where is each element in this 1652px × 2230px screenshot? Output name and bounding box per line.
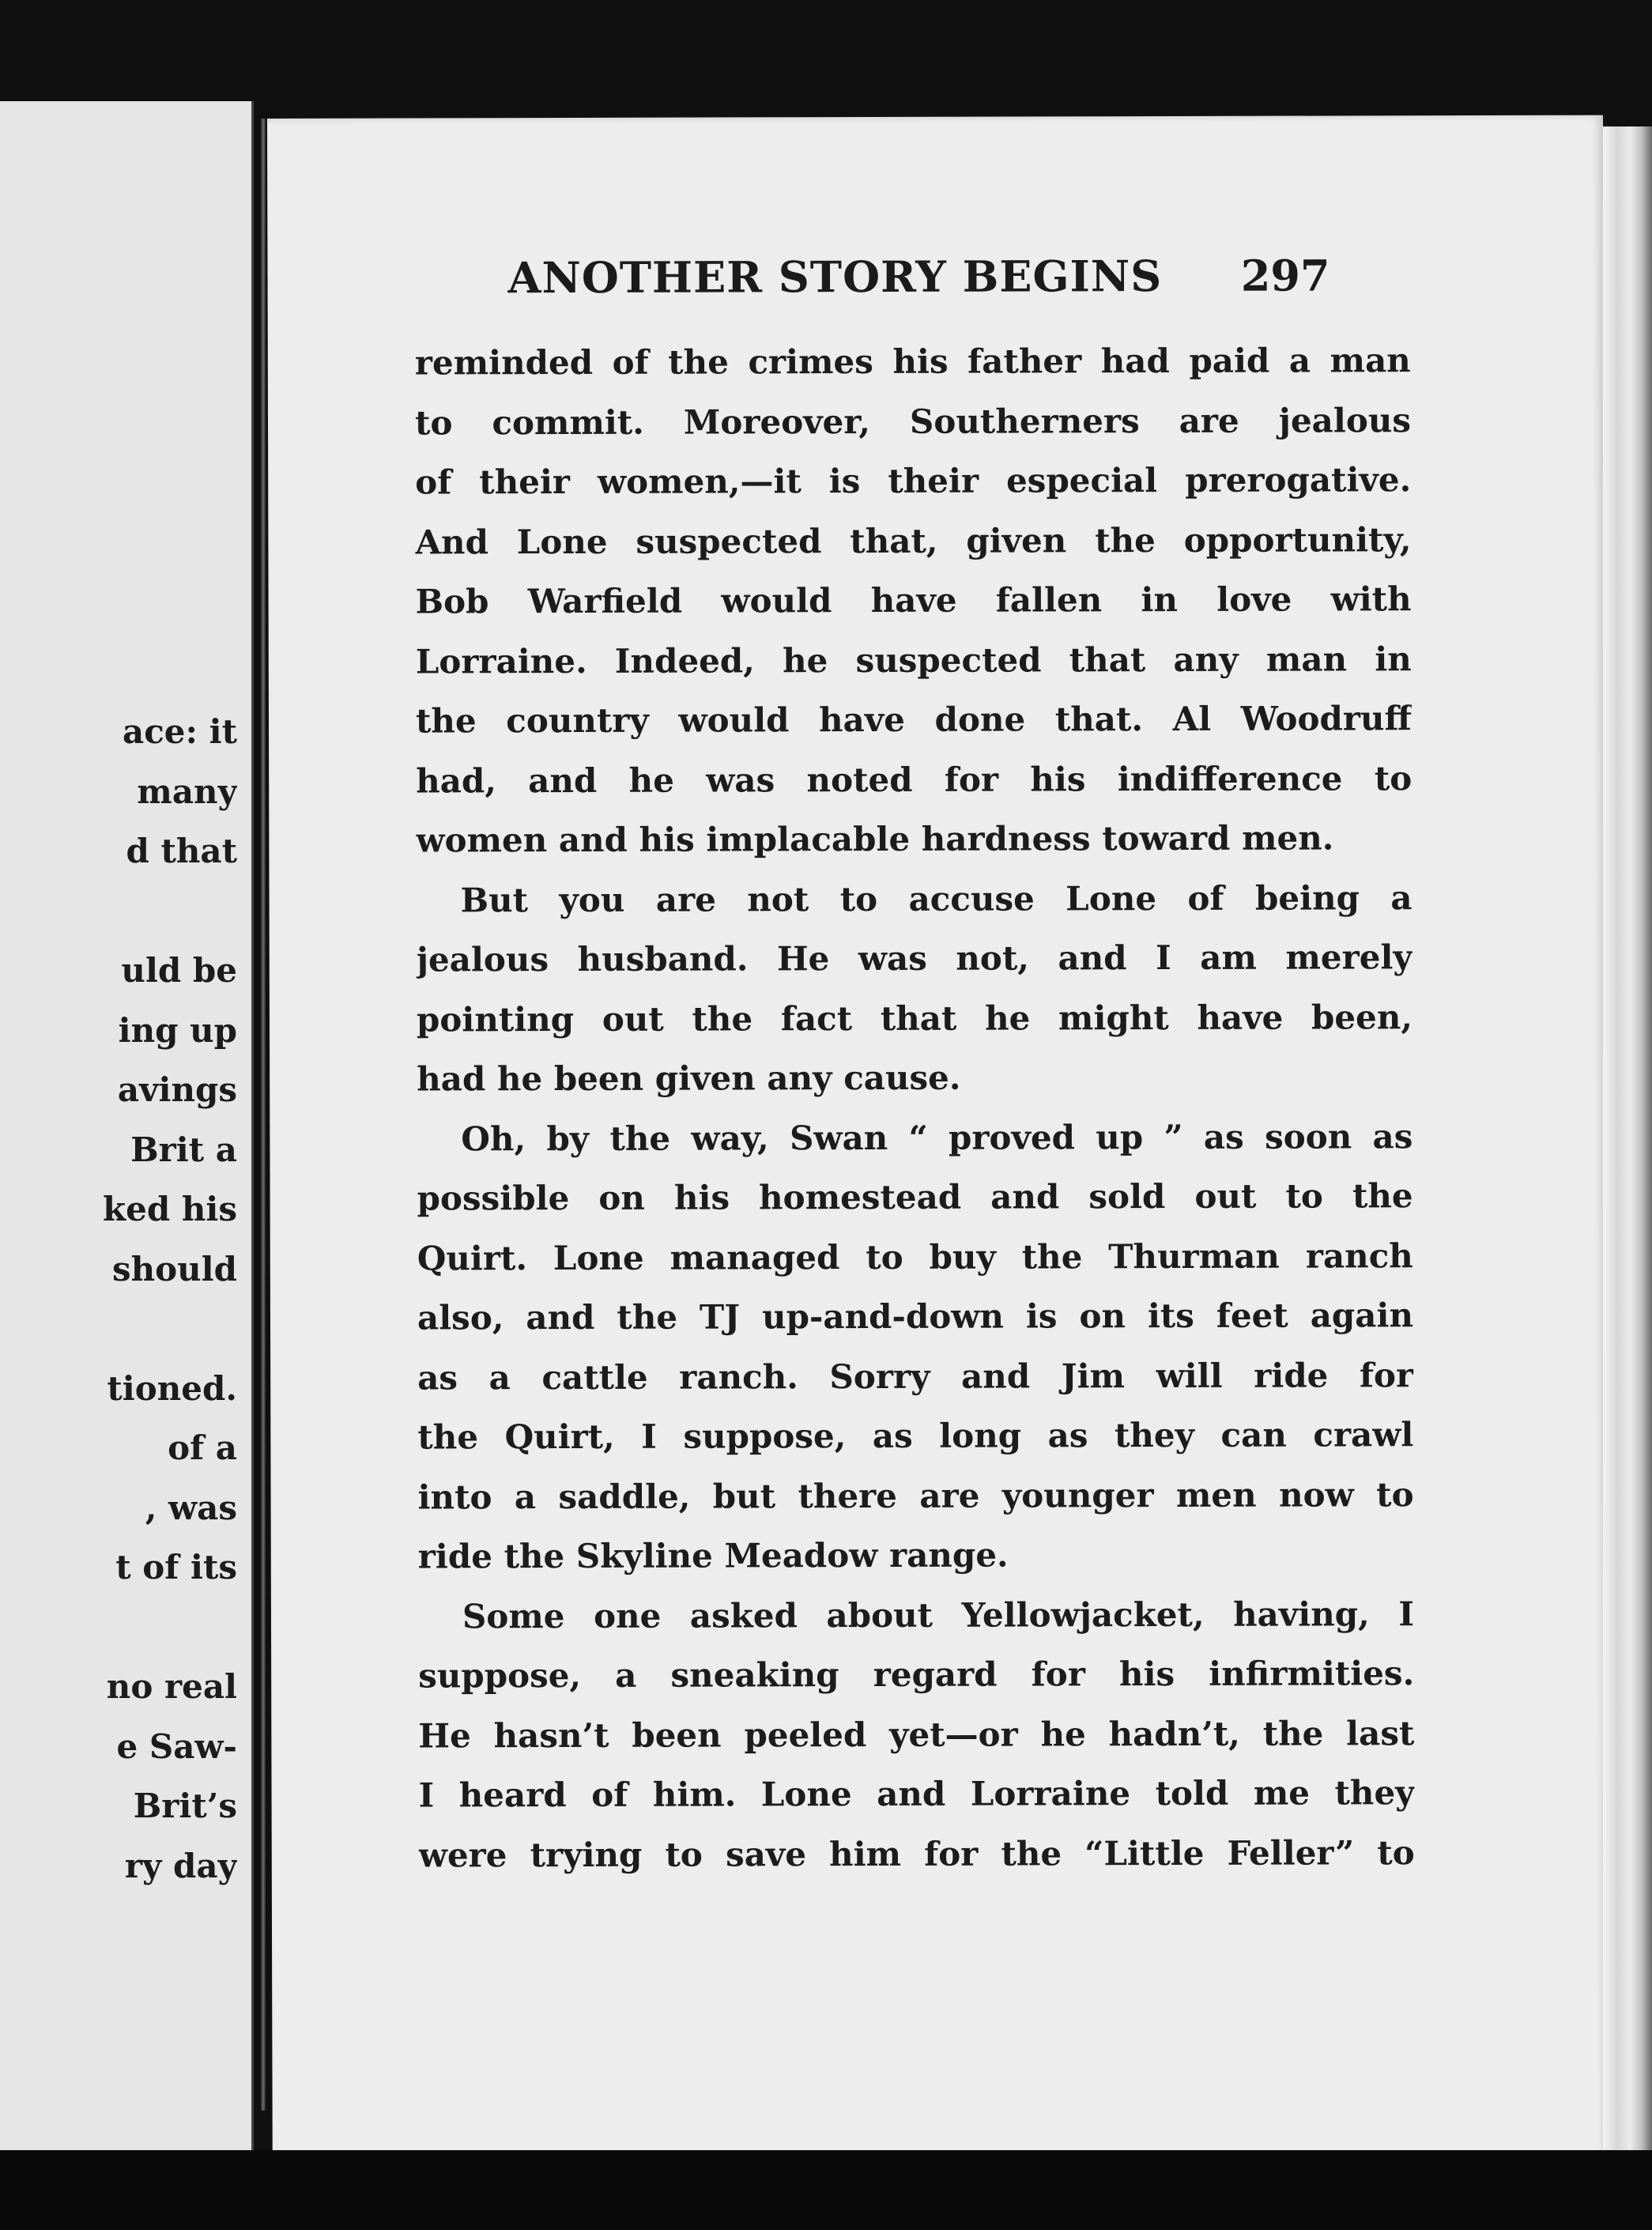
facing-page-line: ked his — [103, 1190, 237, 1228]
text-line: ride the Skyline Meadow range. — [417, 1535, 1009, 1576]
text-line: of their women,—it is their especial prerogative. — [415, 460, 1412, 502]
facing-page-gap — [0, 881, 237, 941]
facing-page-line: uld be — [121, 951, 237, 990]
text-line: Oh, by the way, Swan “ proved up ” as soon as — [461, 1116, 1413, 1158]
facing-page-text — [0, 702, 237, 1896]
facing-page-line: many — [137, 772, 237, 811]
text-line: had he been given any cause. — [417, 1058, 961, 1099]
scan-bottom-shadow — [0, 2150, 1652, 2230]
page-edge-stack — [1603, 126, 1652, 2182]
text-line: He hasn’t been peeled yet—or he hadn’t, the last — [418, 1713, 1415, 1756]
facing-page-line: no real — [106, 1667, 237, 1706]
facing-page-line: , was — [145, 1488, 237, 1527]
facing-page-line: ry day — [124, 1846, 237, 1885]
page-number: 297 — [1240, 250, 1330, 301]
facing-page-line: d that — [126, 832, 237, 870]
text-line: the Quirt, I suppose, as long as they can crawl — [417, 1415, 1414, 1457]
text-line: into a saddle, but there are younger men now to — [417, 1474, 1414, 1517]
facing-page-line: avings — [117, 1070, 237, 1109]
text-line: to commit. Moreover, Southerners are jealous — [414, 400, 1412, 443]
text-line: were trying to save him for the “Little Feller” to — [418, 1832, 1415, 1875]
text-line: Bob Warfield would have fallen in love with — [415, 579, 1412, 621]
text-line: women and his implacable hardness toward men. — [416, 818, 1334, 860]
text-line: the country would have done that. Al Woodruff — [415, 699, 1412, 741]
facing-page-gap — [0, 1299, 237, 1359]
text-line: suppose, a sneaking regard for his infirmities. — [418, 1654, 1415, 1696]
text-line: pointing out the fact that he might have been, — [416, 997, 1413, 1040]
text-line: But you are not to accuse Lone of being a — [460, 877, 1412, 919]
facing-page-line: e Saw- — [116, 1726, 237, 1766]
facing-page-line: ace: it — [123, 712, 237, 751]
text-line: had, and he was noted for his indifference to — [416, 758, 1412, 801]
text-line: Some one asked about Yellowjacket, having, I — [462, 1594, 1415, 1636]
facing-page-line: should — [111, 1249, 237, 1289]
text-line: Lorraine. Indeed, he suspected that any man in — [415, 639, 1412, 681]
facing-page-line: Brit a — [130, 1130, 237, 1169]
facing-page-line: tioned. — [107, 1368, 237, 1408]
text-line: Quirt. Lone managed to buy the Thurman ranch — [417, 1236, 1413, 1278]
running-head — [507, 250, 1330, 315]
text-line: possible on his homestead and sold out to the — [417, 1176, 1413, 1218]
facing-page-line: t of its — [115, 1548, 237, 1587]
facing-page-line: ing up — [118, 1010, 237, 1050]
facing-page — [0, 101, 254, 2156]
facing-page-line: Brit’s — [133, 1787, 237, 1825]
running-head-title: ANOTHER STORY BEGINS — [507, 251, 1163, 304]
facing-page-gap — [0, 1598, 237, 1658]
text-line: I heard of him. Lone and Lorraine told me they — [418, 1773, 1415, 1815]
text-line: jealous husband. He was not, and I am merely — [416, 938, 1412, 979]
text-line: also, and the TJ up-and-down is on its feet again — [417, 1296, 1414, 1338]
page-body-text — [415, 330, 1415, 1885]
book-page — [267, 115, 1609, 2190]
book-gutter — [261, 119, 266, 2111]
text-line: And Lone suspected that, given the opportunity, — [415, 519, 1412, 562]
facing-page-line: of a — [168, 1428, 237, 1467]
text-line: as a cattle ranch. Sorry and Jim will ride for — [417, 1355, 1414, 1398]
text-line: reminded of the crimes his father had paid a man — [414, 341, 1411, 383]
